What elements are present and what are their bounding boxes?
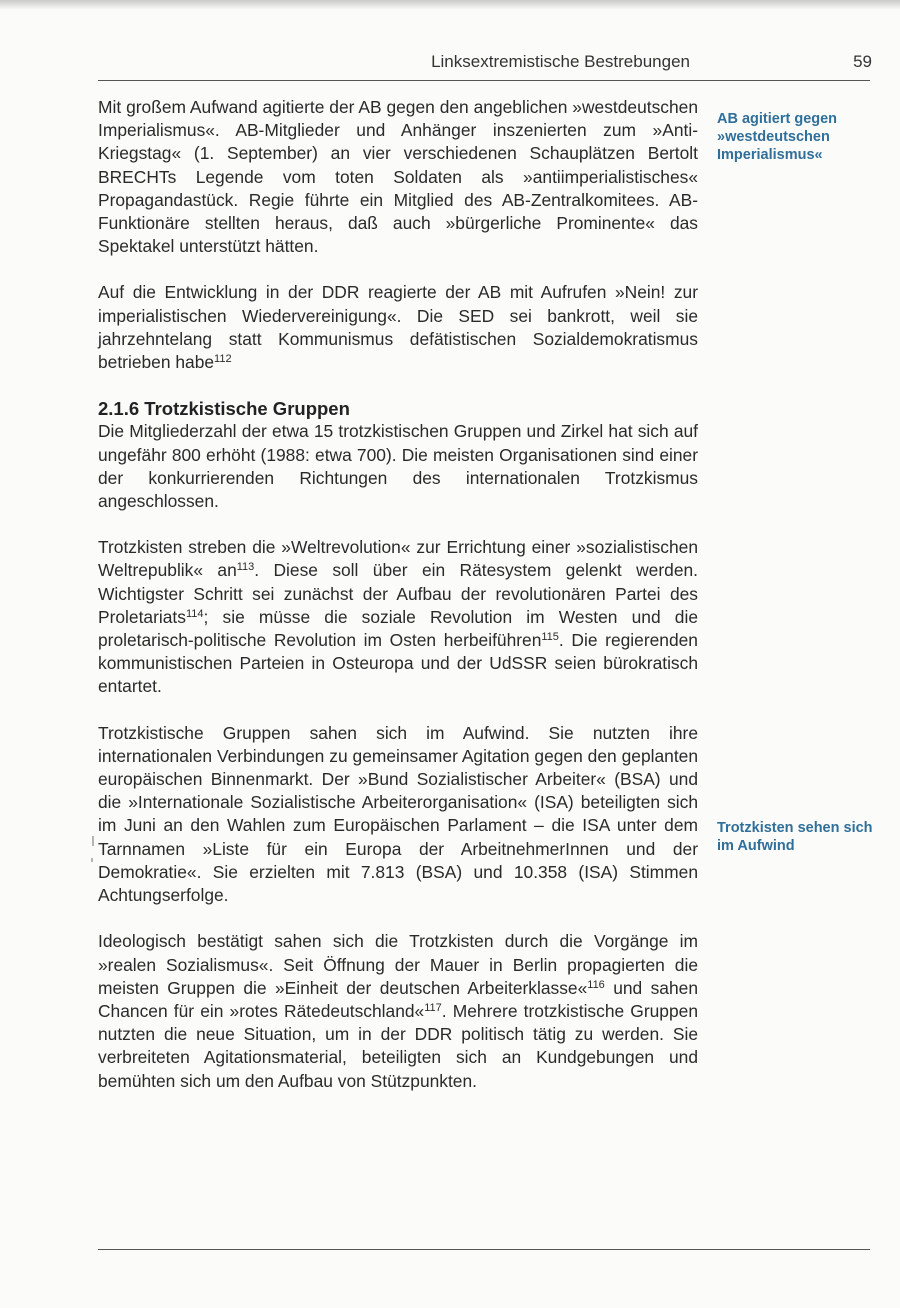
text-segment: . Mehrere trotzkistische Gruppen nutzten die neue Situation, um in der DDR politisch tätig zu werden. Sie verbreiteten Agitationsmaterial, beteiligten sich an Kundgebungen und bemühten sich um den Aufbau von Stützpunkten. <box>98 1000 698 1091</box>
footnote-ref-114: 114 <box>185 607 204 620</box>
running-head: Linksextremistische Bestrebungen <box>431 52 690 71</box>
paragraph-ab-ddr <box>98 281 698 374</box>
footnote-ref-113: 113 <box>236 561 255 574</box>
text-segment: . Diese soll über ein Rätesystem gelenkt werden. Wichtigster Schritt sei zunächst der Aufbau der revolutionären Partei des Proletariats <box>98 560 698 627</box>
scan-artifact <box>92 836 94 846</box>
footnote-ref-115: 115 <box>541 631 559 644</box>
paragraph-aufwind: Trotzkistische Gruppen sahen sich im Aufwind. Sie nutzten ihre internationalen Verbindungen zu gemeinsamer Agitation gegen den geplanten europäischen Binnenmarkt. Der »Bund Sozialistischer Arbeiter« (BSA) und die »Internationale Sozialistische Arbeiterorganisation« (ISA) beteiligten sich im Juni an den Wahlen zum Europäischen Parlament – die ISA unter dem Tarnnamen »Liste für ein Europa der ArbeitnehmerInnen und der Demokratie«. Sie erzielten mit 7.813 (BSA) und 10.358 (ISA) Stimmen Achtungserfolge. <box>98 722 698 906</box>
main-text-column <box>98 96 698 1093</box>
section-heading-trotzkistische-gruppen: 2.1.6 Trotzkistische Gruppen <box>98 398 350 420</box>
paragraph-mitgliederzahl: Die Mitgliederzahl der etwa 15 trotzkistischen Gruppen und Zirkel hat sich auf ungefähr 800 erhöht (1988: etwa 700). Die meisten Organisationen sind einer der konkurrierenden Richtungen des internationalen Trotzkismus angeschlossen. <box>98 421 698 512</box>
paragraph-ideologisch <box>98 930 698 1092</box>
paragraph-weltrevolution <box>98 536 698 698</box>
page-number: 59 <box>853 52 872 71</box>
text-segment: und sahen Chancen für ein »rotes Rätedeutschland« <box>98 977 698 1021</box>
text-segment: Trotzkisten streben die »Weltrevolution« zur Errichtung einer »sozialistischen Weltrepublik« an <box>98 537 698 581</box>
margin-note-ab: AB agitiert gegen »westdeutschen Imperialismus« <box>717 111 838 163</box>
footnote-ref-117: 117 <box>424 1001 442 1014</box>
footnote-ref-112: 112 <box>214 353 232 366</box>
margin-note-trotzkisten: Trotzkisten sehen sich im Aufwind <box>717 820 873 854</box>
paragraph-ab-agitation: Mit großem Aufwand agitierte der AB gegen den angeblichen »westdeutschen Imperialismus«. AB-Mitglieder und Anhänger inszenierten zum »Anti-Kriegstag« (1. September) an vier verschiedenen Schauplätzen Bertolt BRECHTs Legende vom toten Soldaten als »antiimperialistisches« Propagandastück. Regie führte ein Mitglied des AB-Zentralkomitees. AB-Funktionäre stellten heraus, daß auch »bürgerliche Prominente« das Spektakel unterstützt hätten. <box>98 97 698 257</box>
header-rule <box>98 80 870 81</box>
scan-artifact <box>91 858 93 862</box>
scan-top-shadow <box>0 0 900 10</box>
paragraph-text: Auf die Entwicklung in der DDR reagierte der AB mit Aufrufen »Nein! zur imperialistischen Wiedervereinigung«. Die SED sei bankrott, weil sie jahrzehntelang statt Kommunismus defätistischen Sozialdemokratismus betrieben habe <box>98 282 698 373</box>
text-segment: ; sie müsse die soziale Revolution im Westen und die proletarisch-politische Revolution im Osten herbeiführen <box>98 606 698 651</box>
text-segment: Ideologisch bestätigt sahen sich die Trotzkisten durch die Vorgänge im »realen Sozialismus«. Seit Öffnung der Mauer in Berlin propagierten die meisten Gruppen die »Einheit der deutschen Arbeiterklasse« <box>98 931 698 998</box>
footnote-ref-116: 116 <box>587 978 605 991</box>
footer-rule <box>98 1249 870 1250</box>
text-segment: . Die regierenden kommunistischen Parteien in Osteuropa und der UdSSR seien bürokratisch entartet. <box>98 630 698 697</box>
